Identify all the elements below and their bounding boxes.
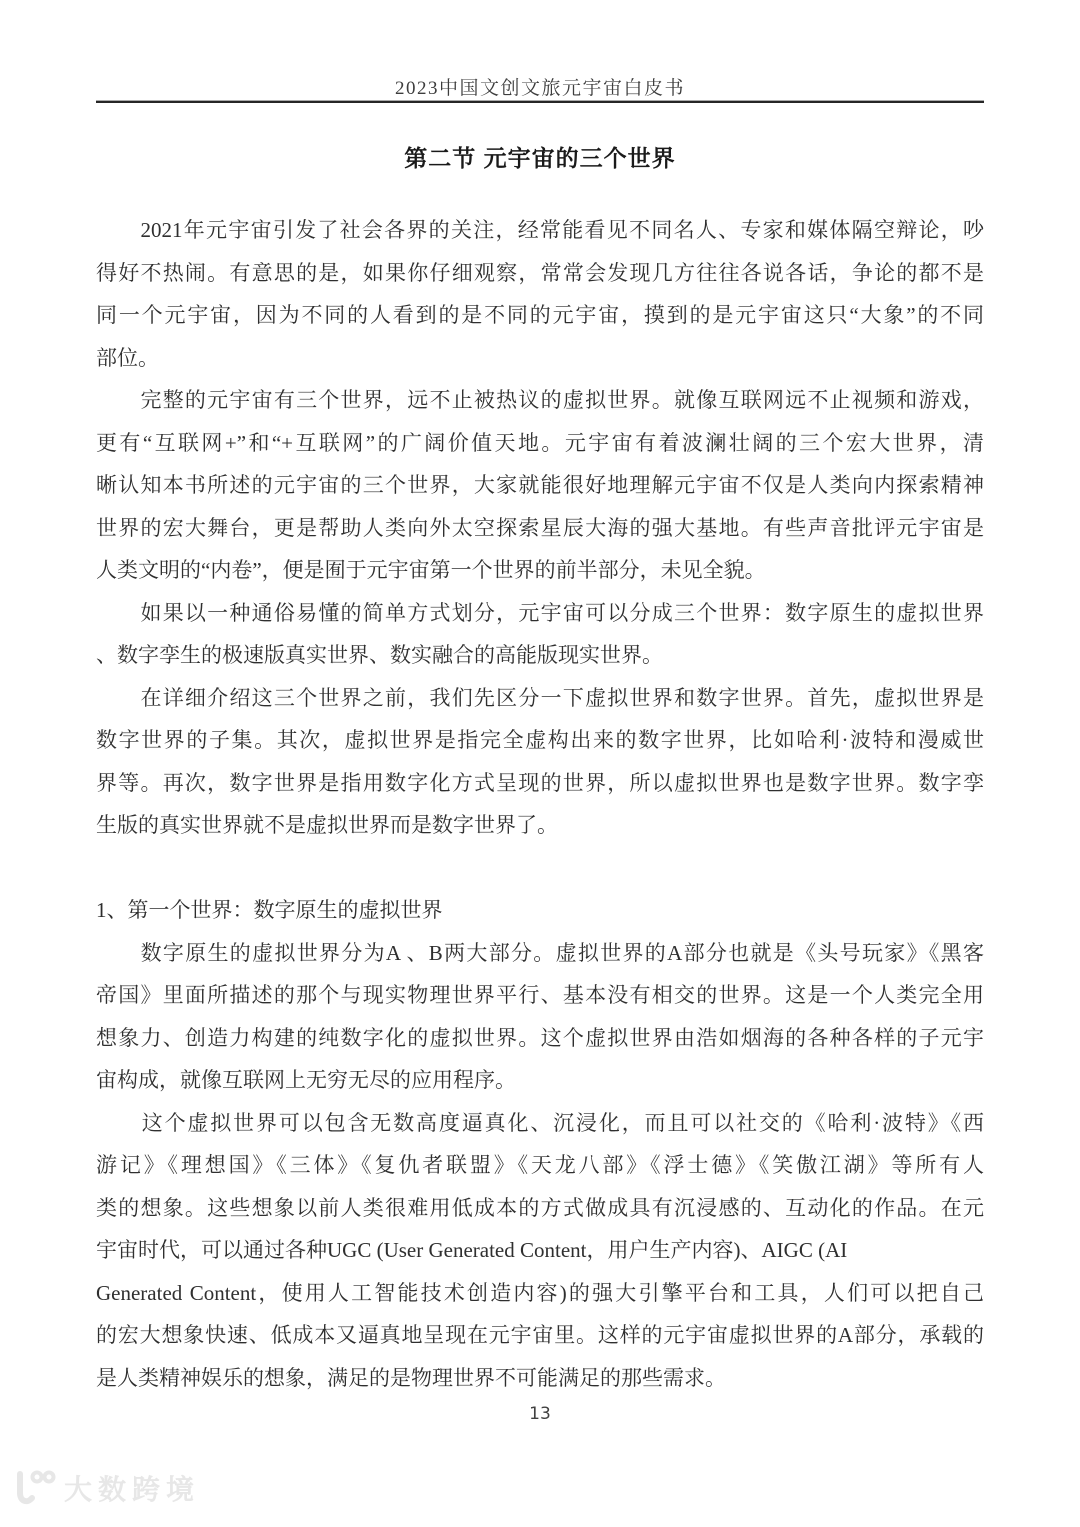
paragraph-line: 部位。 [96,345,159,370]
content [96,209,984,1399]
paragraph-line: 更有“互联网+”和“+互联网”的广阔价值天地。元宇宙有着波澜壮阔的三个宏大世界，清 [96,430,984,455]
paragraph [96,1102,984,1400]
heading-line: 1、第一个世界：数字原生的虚拟世界 [96,898,443,922]
paragraph-line: 世界的宏大舞台，更是帮助人类向外太空探索星辰大海的强大基地。有些声音批评元宇宙是 [96,515,984,540]
paragraph [96,677,984,847]
paragraph-line: 宙构成，就像互联网上无穷无尽的应用程序。 [96,1068,516,1092]
paragraph [96,592,984,677]
paragraph-line: 帝国》里面所描述的那个与现实物理世界平行、基本没有相交的世界。这是一个人类完全用 [96,983,984,1007]
paragraph-line: 同一个元宇宙，因为不同的人看到的是不同的元宇宙，摸到的是元宇宙这只“大象”的不同 [96,303,984,327]
watermark [10,1468,200,1508]
paragraph-line: Generated Content，使用人工智能技术创造内容)的强大引擎平台和工具，人们可以把自己 [96,1280,984,1305]
paragraph-line: 完整的元宇宙有三个世界，远不止被热议的虚拟世界。就像互联网远不止视频和游戏， [96,388,984,412]
paragraph-line: 2021年元宇宙引发了社会各界的关注，经常能看见不同名人、专家和媒体隔空辩论，吵 [96,218,984,242]
paragraph-line: 游记》《理想国》《三体》《复仇者联盟》《天龙八部》《浮士德》《笑傲江湖》等所有人 [96,1153,984,1177]
paragraph-spacer [96,847,984,890]
paragraph-line: 界等。再次，数字世界是指用数字化方式呈现的世界，所以虚拟世界也是数字世界。数字孪 [96,770,984,795]
page-number: 13 [529,1404,551,1424]
paragraph-line: 晰认知本书所述的元宇宙的三个世界，大家就能很好地理解元宇宙不仅是人类向内探索精神 [96,473,984,497]
sub-heading [96,889,984,932]
paragraph-line: 得好不热闹。有意思的是，如果你仔细观察，常常会发现几方往往各说各话，争论的都不是 [96,260,984,285]
section-title: 第二节 元宇宙的三个世界 [404,145,676,171]
paragraph-line: 宇宙时代，可以通过各种UGC (User Generated Content，用户生产内容)、AIGC (AI [96,1238,848,1262]
paragraph-line: 生版的真实世界就不是虚拟世界而是数字世界了。 [96,813,558,837]
paragraph-line: 数字原生的虚拟世界分为A 、B两大部分。虚拟世界的A部分也就是《头号玩家》《黑客 [96,940,984,965]
paragraph-line: 是人类精神娱乐的想象，满足的是物理世界不可能满足的那些需求。 [96,1365,726,1390]
paragraph-line: 在详细介绍这三个世界之前，我们先区分一下虚拟世界和数字世界。首先，虚拟世界是 [96,685,984,710]
paragraph-line: 、数字孪生的极速版真实世界、数实融合的高能版现实世界。 [96,643,663,667]
paragraph-line: 人类文明的“内卷”，便是囿于元宇宙第一个世界的前半部分，未见全貌。 [96,558,766,582]
dashu-logo-icon [10,1468,56,1508]
paragraph-line: 如果以一种通俗易懂的简单方式划分，元宇宙可以分成三个世界：数字原生的虚拟世界 [96,600,984,625]
paragraph-line: 的宏大想象快速、低成本又逼真地呈现在元宇宙里。这样的元宇宙虚拟世界的A部分，承载的 [96,1323,984,1347]
page-header-title: 2023中国文创文旅元宇宙白皮书 [394,78,685,99]
paragraph [96,379,984,592]
watermark-label: 大数跨境 [64,1474,201,1505]
paragraph-line: 想象力、创造力构建的纯数字化的虚拟世界。这个虚拟世界由浩如烟海的各种各样的子元宇 [96,1025,984,1050]
paragraph-line: 数字世界的子集。其次，虚拟世界是指完全虚构出来的数字世界，比如哈利·波特和漫威世 [96,728,984,752]
header-divider [96,100,984,103]
paragraph-line: 类的想象。这些想象以前人类很难用低成本的方式做成具有沉浸感的、互动化的作品。在元 [96,1195,984,1220]
paragraph-line: 这个虚拟世界可以包含无数高度逼真化、沉浸化，而且可以社交的《哈利·波特》《西 [96,1110,984,1135]
paragraph [96,932,984,1102]
paragraph [96,209,984,379]
